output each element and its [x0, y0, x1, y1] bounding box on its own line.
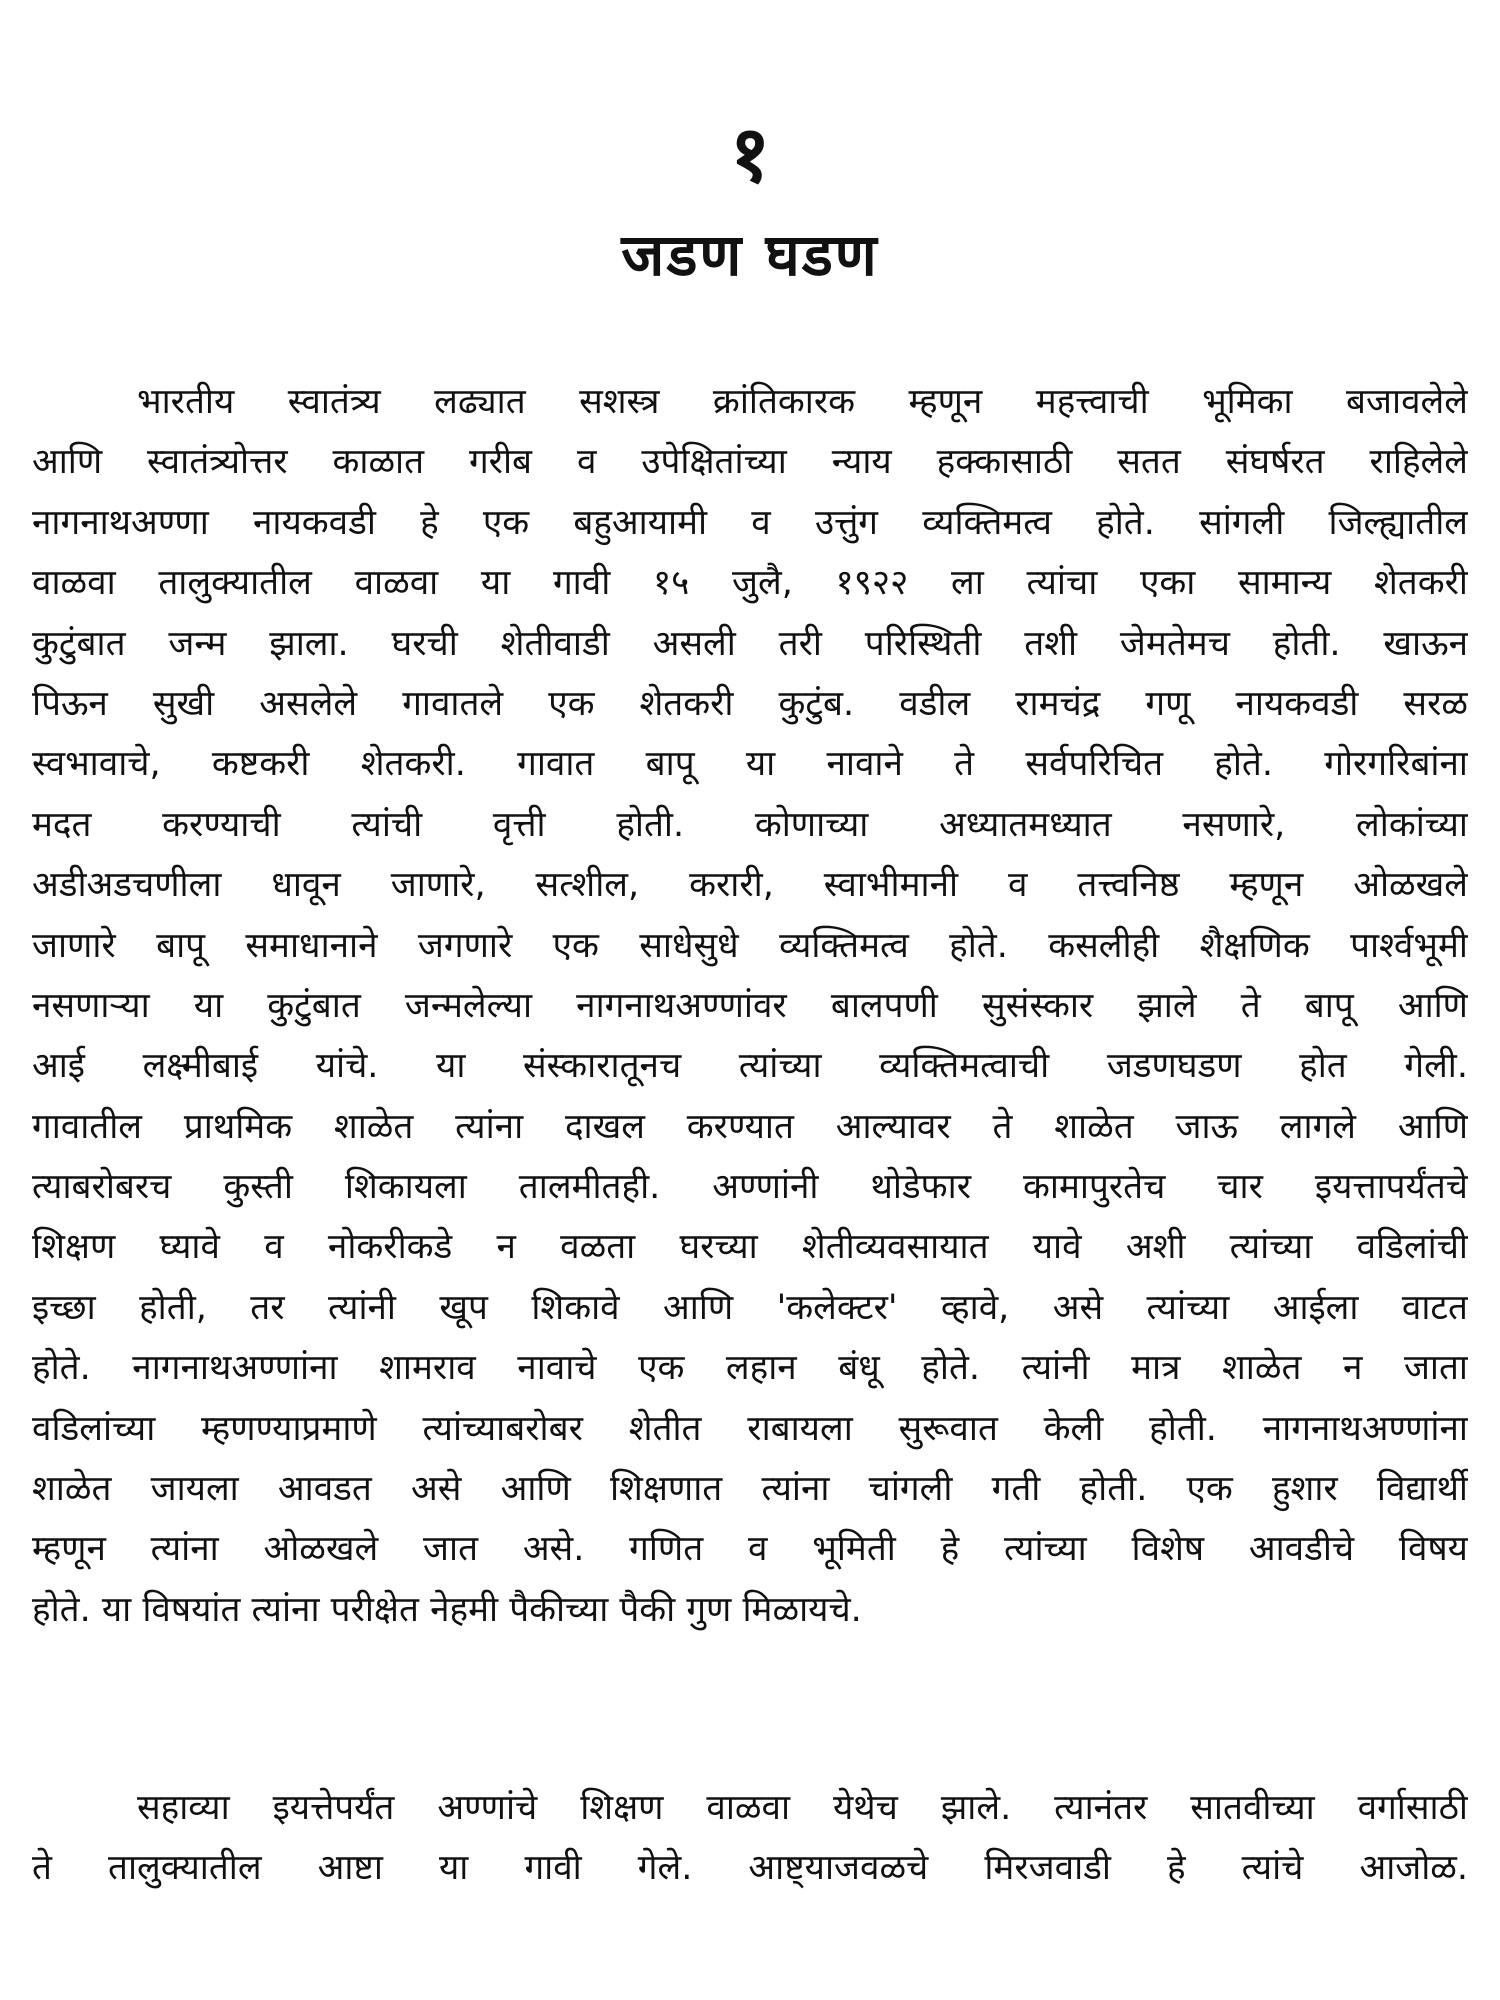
paragraph-line: सहाव्या इयत्तेपर्यंत अण्णांचे शिक्षण वाळवा येथेच झाले. त्यानंतर सातवीच्या वर्गासाठी	[137, 1788, 1468, 1828]
paragraph-line: कुटुंबात जन्म झाला. घरची शेतीवाडी असली तरी परिस्थिती तशी जेमतेमच होती. खाऊन	[32, 623, 1468, 664]
paragraph-line: शिक्षण घ्यावे व नोकरीकडे न वळता घरच्या शेतीव्यवसायात यावे अशी त्यांच्या वडिलांची	[32, 1227, 1468, 1268]
paragraph-line: त्याबरोबरच कुस्ती शिकायला तालमीतही. अण्णांनी थोडेफार कामापुरतेच चार इयत्तापर्यंतचे	[32, 1167, 1468, 1208]
paragraph-line: नसणाऱ्या या कुटुंबात जन्मलेल्या नागनाथअण्णांवर बालपणी सुसंस्कार झाले ते बापू आणि	[32, 985, 1468, 1026]
paragraph-line: आणि स्वातंत्र्योत्तर काळात गरीब व उपेक्षितांच्या न्याय हक्कासाठी सतत संघर्षरत राहिलेले	[32, 442, 1468, 483]
paragraph-line: गावातील प्राथमिक शाळेत त्यांना दाखल करण्यात आल्यावर ते शाळेत जाऊ लागले आणि	[32, 1106, 1468, 1147]
paragraph-line: ते तालुक्यातील आष्टा या गावी गेले. आष्ट्याजवळचे मिरजवाडी हे त्यांचे आजोळ.	[32, 1848, 1468, 1889]
paragraph-line: वाळवा तालुक्यातील वाळवा या गावी १५ जुलै, १९२२ ला त्यांचा एका सामान्य शेतकरी	[32, 563, 1468, 604]
paragraph-line: म्हणून त्यांना ओळखले जात असे. गणित व भूमिती हे त्यांच्या विशेष आवडीचे विषय	[32, 1529, 1468, 1570]
paragraph-line: मदत करण्याची त्यांची वृत्ती होती. कोणाच्या अध्यातमध्यात नसणारे, लोकांच्या	[32, 804, 1468, 845]
paragraph-2	[32, 1778, 1468, 1899]
paragraph-line: पिऊन सुखी असलेले गावातले एक शेतकरी कुटुंब. वडील रामचंद्र गणू नायकवडी सरळ	[32, 683, 1468, 724]
paragraph-line: इच्छा होती, तर त्यांनी खूप शिकावे आणि 'कलेक्टर' व्हावे, असे त्यांच्या आईला वाटत	[32, 1287, 1468, 1328]
paragraph-line: अडीअडचणीला धावून जाणारे, सत्शील, करारी, स्वाभीमानी व तत्त्वनिष्ठ म्हणून ओळखले	[32, 865, 1468, 906]
paragraph-line: शाळेत जायला आवडत असे आणि शिक्षणात त्यांना चांगली गती होती. एक हुशार विद्यार्थी	[32, 1469, 1468, 1510]
chapter-title: जडण घडण	[621, 221, 879, 289]
paragraph-line: आई लक्ष्मीबाई यांचे. या संस्कारातूनच त्यांच्या व्यक्तिमत्वाची जडणघडण होत गेली.	[32, 1046, 1468, 1087]
chapter-number: १	[729, 109, 771, 200]
paragraph-line: होते. नागनाथअण्णांना शामराव नावाचे एक लहान बंधू होते. त्यांनी मात्र शाळेत न जाता	[32, 1348, 1468, 1389]
paragraph-line: वडिलांच्या म्हणण्याप्रमाणे त्यांच्याबरोबर शेतीत राबायला सुरूवात केली होती. नागनाथअण्णांना	[32, 1408, 1468, 1449]
paragraph-line: जाणारे बापू समाधानाने जगणारे एक साधेसुधे व्यक्तिमत्व होते. कसलीही शैक्षणिक पार्श्वभूमी	[32, 925, 1468, 966]
paragraph-line: नागनाथअण्णा नायकवडी हे एक बहुआयामी व उत्तुंग व्यक्तिमत्व होते. सांगली जिल्ह्यातील	[32, 502, 1468, 543]
paragraph-line: होते. या विषयांत त्यांना परीक्षेत नेहमी पैकीच्या पैकी गुण मिळायचे.	[32, 1589, 862, 1630]
paragraph-line: स्वभावाचे, कष्टकरी शेतकरी. गावात बापू या नावाने ते सर्वपरिचित होते. गोरगरिबांना	[32, 744, 1468, 785]
paragraph-1	[32, 372, 1468, 1640]
paragraph-line: भारतीय स्वातंत्र्य लढ्यात सशस्त्र क्रांतिकारक म्हणून महत्त्वाची भूमिका बजावलेले	[137, 382, 1468, 422]
